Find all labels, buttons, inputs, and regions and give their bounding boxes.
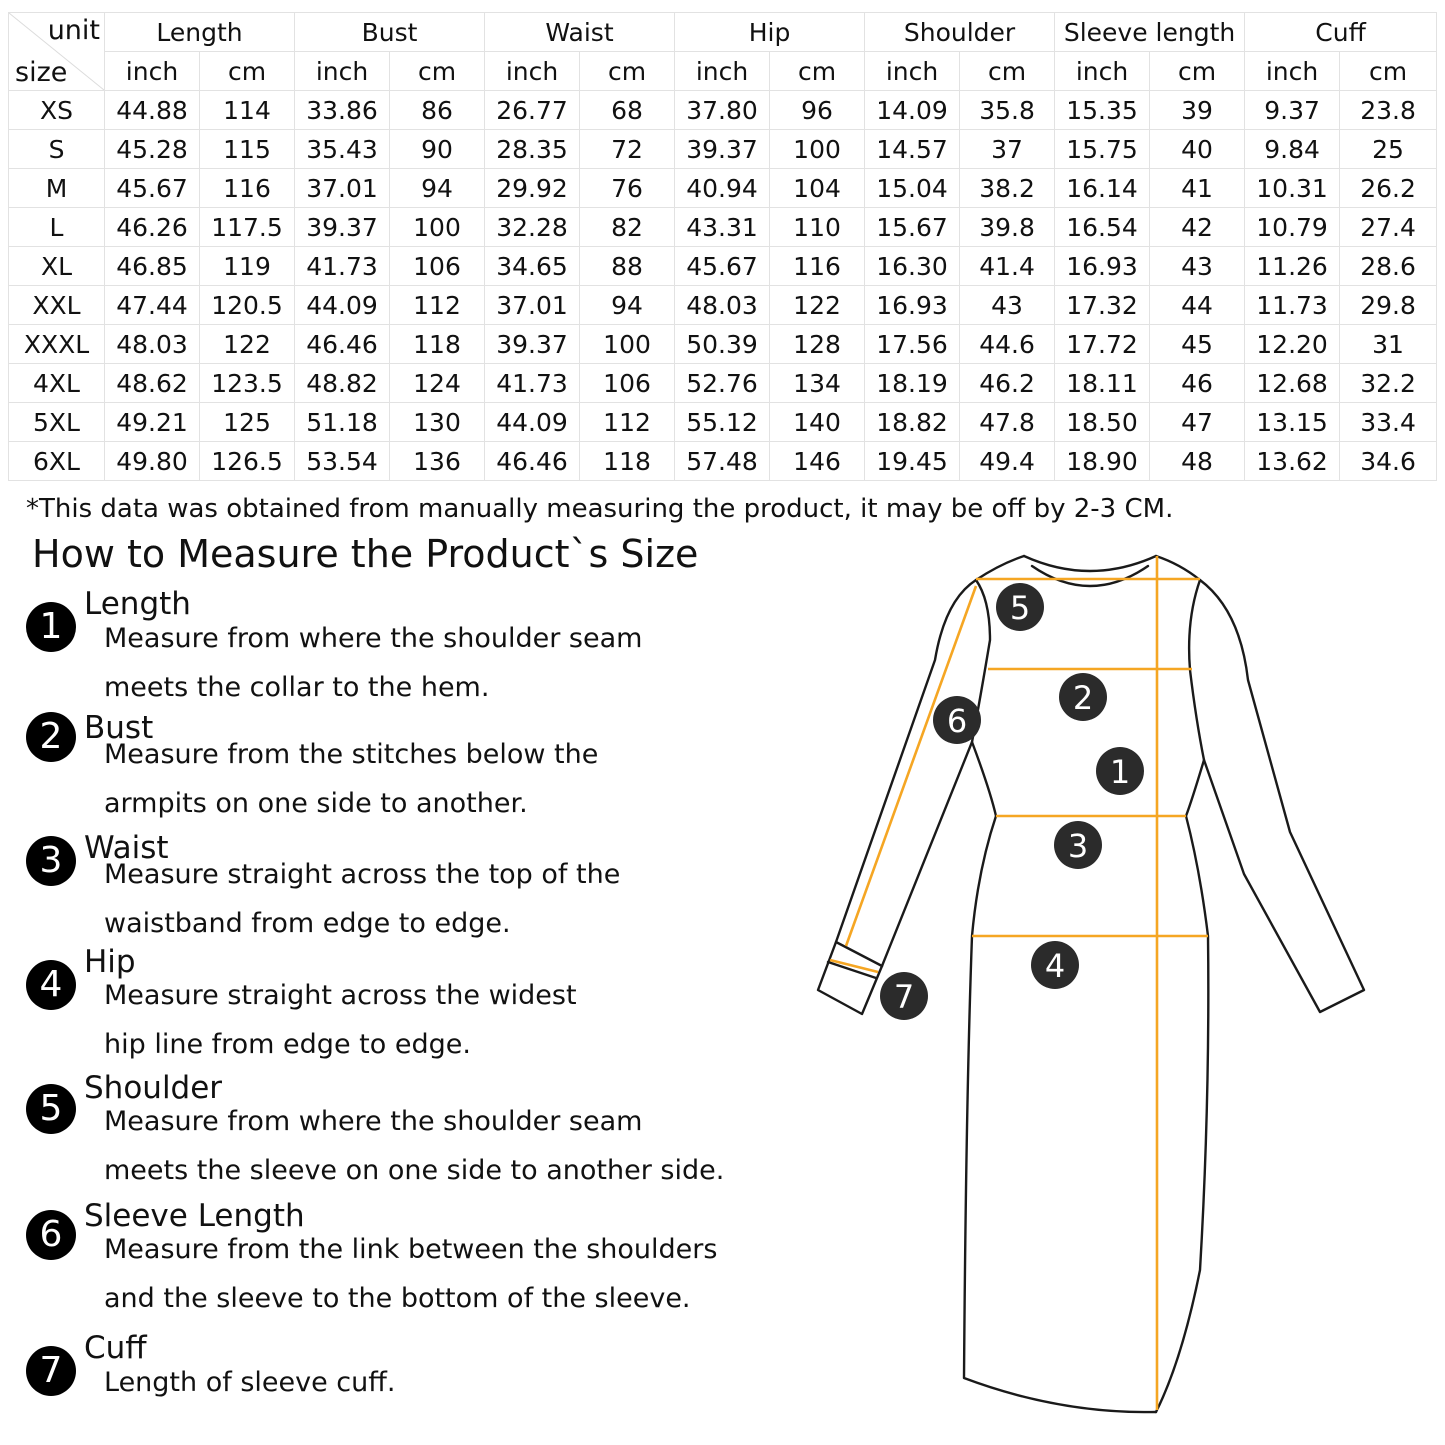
measurement-cell: 18.90: [1055, 442, 1150, 481]
measurement-cell: 112: [390, 286, 485, 325]
measurement-cell: 123.5: [200, 364, 295, 403]
sub-header: inch: [675, 52, 770, 91]
svg-text:1: 1: [1109, 753, 1131, 791]
size-cell: L: [9, 208, 105, 247]
measurement-cell: 119: [200, 247, 295, 286]
measurement-cell: 106: [390, 247, 485, 286]
svg-text:4: 4: [1044, 947, 1066, 985]
measurement-cell: 27.4: [1340, 208, 1437, 247]
size-cell: XS: [9, 91, 105, 130]
step-desc-line: waistband from edge to edge.: [104, 908, 511, 939]
sub-header: inch: [1055, 52, 1150, 91]
measurement-cell: 120.5: [200, 286, 295, 325]
header-row-groups: [9, 13, 1437, 52]
measurement-cell: 39: [1150, 91, 1245, 130]
measurement-cell: 47.44: [105, 286, 200, 325]
measurement-cell: 125: [200, 403, 295, 442]
measurement-cell: 41: [1150, 169, 1245, 208]
measurement-cell: 39.37: [675, 130, 770, 169]
measurement-cell: 17.72: [1055, 325, 1150, 364]
group-header: Length: [105, 13, 295, 52]
measurement-cell: 11.73: [1245, 286, 1340, 325]
group-header: Hip: [675, 13, 865, 52]
measurement-cell: 126.5: [200, 442, 295, 481]
step-desc-line: Measure from the link between the shoulders: [104, 1234, 718, 1265]
measurement-cell: 37.01: [295, 169, 390, 208]
measurement-cell: 100: [770, 130, 865, 169]
measurement-cell: 29.92: [485, 169, 580, 208]
measurement-cell: 26.2: [1340, 169, 1437, 208]
measurement-cell: 116: [200, 169, 295, 208]
step-desc-line: Measure from where the shoulder seam: [104, 623, 643, 654]
measurement-cell: 46: [1150, 364, 1245, 403]
sub-header: inch: [485, 52, 580, 91]
measurement-cell: 16.93: [1055, 247, 1150, 286]
measurement-cell: 32.28: [485, 208, 580, 247]
measurement-cell: 16.14: [1055, 169, 1150, 208]
sub-header: cm: [770, 52, 865, 91]
measurement-cell: 110: [770, 208, 865, 247]
measurement-cell: 46.2: [960, 364, 1055, 403]
measurement-cell: 9.84: [1245, 130, 1340, 169]
measurement-cell: 76: [580, 169, 675, 208]
measurement-cell: 44.09: [295, 286, 390, 325]
measurement-cell: 16.54: [1055, 208, 1150, 247]
size-chart-table: [8, 12, 1437, 481]
step-desc-line: Measure straight across the top of the: [104, 859, 621, 890]
step-title: Length: [84, 586, 191, 622]
sub-header: cm: [200, 52, 295, 91]
measurement-cell: 48: [1150, 442, 1245, 481]
step-number-badge: 2: [26, 712, 76, 762]
measurement-cell: 100: [580, 325, 675, 364]
measurement-cell: 47.8: [960, 403, 1055, 442]
group-header: Waist: [485, 13, 675, 52]
step-title: Sleeve Length: [84, 1198, 305, 1234]
marker-7: [880, 972, 928, 1020]
measurement-cell: 18.19: [865, 364, 960, 403]
sub-header: inch: [865, 52, 960, 91]
table-row: [9, 130, 1437, 169]
sub-header: cm: [960, 52, 1055, 91]
step-desc-line: and the sleeve to the bottom of the sleeve.: [104, 1283, 691, 1314]
measurement-cell: 37.80: [675, 91, 770, 130]
sub-header: inch: [295, 52, 390, 91]
measurement-cell: 16.30: [865, 247, 960, 286]
svg-text:7: 7: [893, 978, 915, 1016]
measurement-cell: 35.8: [960, 91, 1055, 130]
measurement-cell: 55.12: [675, 403, 770, 442]
step-desc-line: Length of sleeve cuff.: [104, 1367, 396, 1398]
measurement-cell: 31: [1340, 325, 1437, 364]
measurement-cell: 45.28: [105, 130, 200, 169]
sub-header: cm: [1150, 52, 1245, 91]
table-body: [9, 91, 1437, 481]
measurement-cell: 122: [200, 325, 295, 364]
step-number-badge: 5: [26, 1084, 76, 1134]
measurement-cell: 49.21: [105, 403, 200, 442]
step-number-badge: 4: [26, 960, 76, 1010]
measurement-cell: 9.37: [1245, 91, 1340, 130]
size-label: size: [15, 57, 68, 88]
measurement-cell: 40.94: [675, 169, 770, 208]
measurement-cell: 48.82: [295, 364, 390, 403]
measurement-cell: 140: [770, 403, 865, 442]
measurement-note: *This data was obtained from manually measuring the product, it may be off by 2-3 CM.: [26, 494, 1174, 524]
sub-header: inch: [105, 52, 200, 91]
table-row: [9, 325, 1437, 364]
step-desc-line: Measure straight across the widest: [104, 980, 577, 1011]
table-row: [9, 286, 1437, 325]
measurement-cell: 116: [770, 247, 865, 286]
measurement-cell: 90: [390, 130, 485, 169]
measurement-cell: 128: [770, 325, 865, 364]
measurement-cell: 44.09: [485, 403, 580, 442]
sub-header: inch: [1245, 52, 1340, 91]
measurement-cell: 106: [580, 364, 675, 403]
measurement-cell: 41.73: [295, 247, 390, 286]
measurement-cell: 46.85: [105, 247, 200, 286]
marker-5: [996, 583, 1044, 631]
size-cell: S: [9, 130, 105, 169]
group-header: Cuff: [1245, 13, 1437, 52]
svg-text:3: 3: [1067, 827, 1089, 865]
table-row: [9, 91, 1437, 130]
measurement-cell: 45.67: [105, 169, 200, 208]
size-cell: XXL: [9, 286, 105, 325]
measurement-cell: 50.39: [675, 325, 770, 364]
measurement-cell: 39.37: [295, 208, 390, 247]
measurement-cell: 52.76: [675, 364, 770, 403]
measurement-cell: 15.04: [865, 169, 960, 208]
marker-1: [1096, 747, 1144, 795]
measurement-cell: 57.48: [675, 442, 770, 481]
measurement-cell: 86: [390, 91, 485, 130]
step-desc-line: hip line from edge to edge.: [104, 1029, 471, 1060]
measurement-cell: 12.20: [1245, 325, 1340, 364]
measurement-cell: 12.68: [1245, 364, 1340, 403]
measurement-cell: 14.09: [865, 91, 960, 130]
measurement-cell: 43: [960, 286, 1055, 325]
measurement-cell: 17.32: [1055, 286, 1150, 325]
step-desc-line: Measure from the stitches below the: [104, 739, 599, 770]
step-desc-line: meets the sleeve on one side to another side.: [104, 1155, 725, 1186]
table-row: [9, 247, 1437, 286]
step-number-badge: 7: [26, 1346, 76, 1396]
group-header: Shoulder: [865, 13, 1055, 52]
measurement-cell: 136: [390, 442, 485, 481]
measurement-cell: 82: [580, 208, 675, 247]
measurement-cell: 124: [390, 364, 485, 403]
measurement-cell: 18.82: [865, 403, 960, 442]
measurement-cell: 43.31: [675, 208, 770, 247]
sub-header: cm: [390, 52, 485, 91]
measurement-cell: 16.93: [865, 286, 960, 325]
group-header: Bust: [295, 13, 485, 52]
dress-measurement-figure: [800, 540, 1400, 1430]
measurement-cell: 46.46: [295, 325, 390, 364]
svg-text:6: 6: [946, 702, 968, 740]
step-title: Hip: [84, 944, 136, 980]
table-row: [9, 442, 1437, 481]
step-desc-line: Measure from where the shoulder seam: [104, 1106, 643, 1137]
measurement-cell: 122: [770, 286, 865, 325]
size-cell: M: [9, 169, 105, 208]
unit-size-corner: [9, 13, 105, 91]
measurement-cell: 18.50: [1055, 403, 1150, 442]
measurement-cell: 39.8: [960, 208, 1055, 247]
measurement-cell: 117.5: [200, 208, 295, 247]
measurement-cell: 94: [390, 169, 485, 208]
measurement-cell: 15.35: [1055, 91, 1150, 130]
step-title: Bust: [84, 710, 154, 746]
measurement-cell: 134: [770, 364, 865, 403]
table-row: [9, 169, 1437, 208]
measurement-cell: 49.4: [960, 442, 1055, 481]
measurement-cell: 41.73: [485, 364, 580, 403]
sub-header: cm: [580, 52, 675, 91]
step-title: Cuff: [84, 1330, 147, 1366]
measurement-cell: 33.86: [295, 91, 390, 130]
step-number-badge: 1: [26, 602, 76, 652]
measurement-cell: 130: [390, 403, 485, 442]
table-row: [9, 403, 1437, 442]
svg-text:5: 5: [1009, 589, 1031, 627]
header-row-units: [9, 52, 1437, 91]
measurement-cell: 39.37: [485, 325, 580, 364]
measurement-cell: 10.79: [1245, 208, 1340, 247]
marker-4: [1031, 941, 1079, 989]
measurement-cell: 48.62: [105, 364, 200, 403]
measurement-cell: 40: [1150, 130, 1245, 169]
unit-label: unit: [47, 15, 100, 46]
measurement-cell: 118: [390, 325, 485, 364]
measurement-cell: 32.2: [1340, 364, 1437, 403]
measurement-cell: 112: [580, 403, 675, 442]
measurement-cell: 48.03: [675, 286, 770, 325]
table-row: [9, 208, 1437, 247]
step-title: Shoulder: [84, 1070, 223, 1106]
table-row: [9, 364, 1437, 403]
size-cell: XXXL: [9, 325, 105, 364]
measurement-cell: 43: [1150, 247, 1245, 286]
measurement-cell: 100: [390, 208, 485, 247]
measurement-cell: 118: [580, 442, 675, 481]
measurement-cell: 17.56: [865, 325, 960, 364]
measurement-cell: 51.18: [295, 403, 390, 442]
step-desc-line: armpits on one side to another.: [104, 788, 528, 819]
measurement-cell: 38.2: [960, 169, 1055, 208]
step-desc-line: meets the collar to the hem.: [104, 672, 490, 703]
measurement-cell: 29.8: [1340, 286, 1437, 325]
measurement-cell: 115: [200, 130, 295, 169]
measurement-cell: 13.15: [1245, 403, 1340, 442]
measurement-cell: 25: [1340, 130, 1437, 169]
measurement-cell: 44: [1150, 286, 1245, 325]
measurement-cell: 48.03: [105, 325, 200, 364]
size-cell: XL: [9, 247, 105, 286]
svg-text:2: 2: [1072, 679, 1094, 717]
measurement-cell: 44.6: [960, 325, 1055, 364]
measurement-cell: 114: [200, 91, 295, 130]
measurement-cell: 34.65: [485, 247, 580, 286]
measurement-cell: 10.31: [1245, 169, 1340, 208]
marker-2: [1059, 673, 1107, 721]
section-heading: How to Measure the Product`s Size: [32, 532, 699, 576]
measurement-cell: 42: [1150, 208, 1245, 247]
measurement-cell: 35.43: [295, 130, 390, 169]
size-cell: 4XL: [9, 364, 105, 403]
measurement-cell: 15.75: [1055, 130, 1150, 169]
measurement-cell: 37.01: [485, 286, 580, 325]
measurement-cell: 23.8: [1340, 91, 1437, 130]
measurement-cell: 45.67: [675, 247, 770, 286]
measurement-cell: 41.4: [960, 247, 1055, 286]
measurement-cell: 53.54: [295, 442, 390, 481]
measurement-cell: 13.62: [1245, 442, 1340, 481]
measurement-cell: 26.77: [485, 91, 580, 130]
measurement-cell: 146: [770, 442, 865, 481]
measurement-cell: 94: [580, 286, 675, 325]
measurement-cell: 19.45: [865, 442, 960, 481]
size-cell: 5XL: [9, 403, 105, 442]
measurement-cell: 15.67: [865, 208, 960, 247]
measurement-cell: 33.4: [1340, 403, 1437, 442]
measurement-cell: 49.80: [105, 442, 200, 481]
measurement-cell: 45: [1150, 325, 1245, 364]
marker-3: [1054, 821, 1102, 869]
measurement-cell: 28.6: [1340, 247, 1437, 286]
measurement-cell: 11.26: [1245, 247, 1340, 286]
sub-header: cm: [1340, 52, 1437, 91]
step-number-badge: 6: [26, 1210, 76, 1260]
measurement-cell: 18.11: [1055, 364, 1150, 403]
measurement-cell: 28.35: [485, 130, 580, 169]
marker-6: [933, 696, 981, 744]
measurement-cell: 72: [580, 130, 675, 169]
measurement-cell: 68: [580, 91, 675, 130]
group-header: Sleeve length: [1055, 13, 1245, 52]
step-title: Waist: [84, 830, 169, 866]
measurement-cell: 47: [1150, 403, 1245, 442]
size-cell: 6XL: [9, 442, 105, 481]
measurement-cell: 44.88: [105, 91, 200, 130]
measurement-cell: 88: [580, 247, 675, 286]
measurement-cell: 46.26: [105, 208, 200, 247]
measurement-cell: 37: [960, 130, 1055, 169]
measurement-cell: 96: [770, 91, 865, 130]
measurement-cell: 46.46: [485, 442, 580, 481]
measurement-cell: 14.57: [865, 130, 960, 169]
measurement-cell: 104: [770, 169, 865, 208]
step-number-badge: 3: [26, 836, 76, 886]
measurement-cell: 34.6: [1340, 442, 1437, 481]
